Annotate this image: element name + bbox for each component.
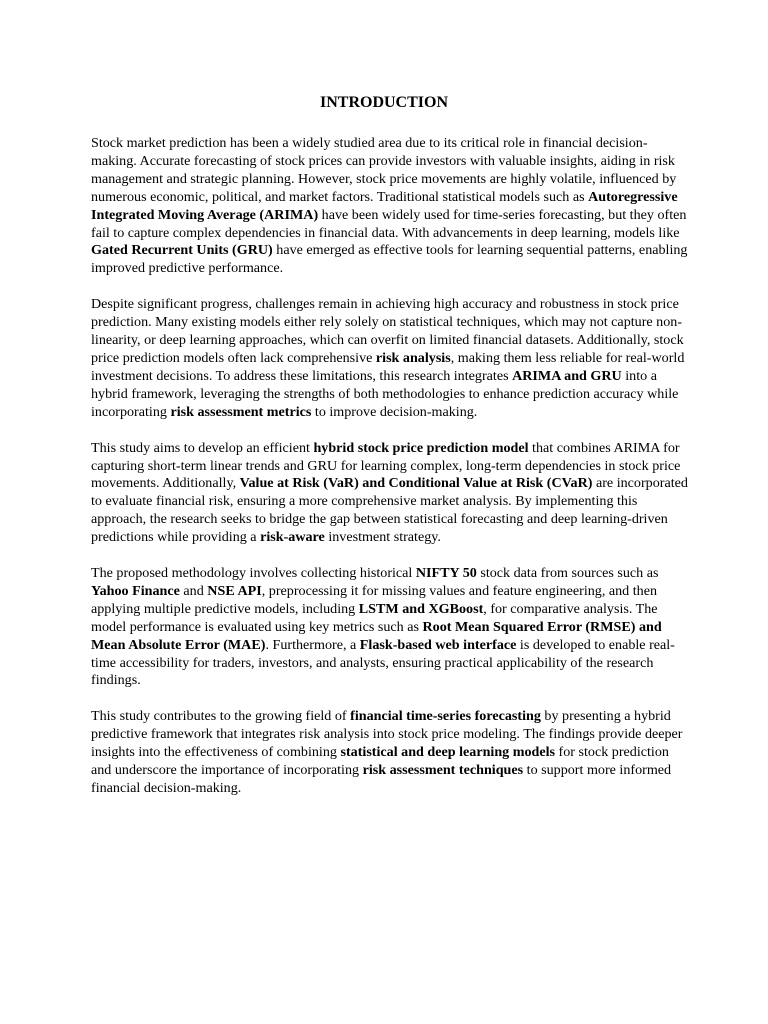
text-run: The proposed methodology involves collecting historical xyxy=(91,565,416,582)
paragraph-2 xyxy=(91,296,691,421)
text-run: are incorporated to evaluate financial risk, ensuring a more comprehensive market analysis. By implementing this approach, the research seeks to bridge the gap between statistical forecasting and deep learning-driven predictions while providing a xyxy=(91,475,688,546)
text-run: investment strategy. xyxy=(324,529,441,546)
text-run: . Furthermore, a xyxy=(265,636,360,653)
bold-term: Root Mean Squared Error (RMSE) and Mean Absolute Error (MAE) xyxy=(91,618,662,653)
text-run: stock data from sources such as xyxy=(476,565,659,582)
bold-term: Yahoo Finance xyxy=(91,582,180,599)
text-run: This study aims to develop an efficient xyxy=(91,439,314,456)
bold-term: financial time-series forecasting xyxy=(350,708,541,725)
text-run: This study contributes to the growing field of xyxy=(91,708,351,725)
text-run: Despite significant progress, challenges remain in achieving high accuracy and robustness in stock price prediction. Many existing models either rely solely on statistical techniques, which may not capture non-linearity, or deep learning approaches, which can overfit on limited financial datasets. Additionally, stock price prediction models often lack comprehensive xyxy=(91,296,684,366)
bold-term: Gated Recurrent Units (GRU) xyxy=(91,242,273,259)
bold-term: risk assessment techniques xyxy=(362,762,524,779)
paragraph-5 xyxy=(91,708,691,798)
bold-term: hybrid stock price prediction model xyxy=(313,439,529,456)
bold-term: LSTM and XGBoost xyxy=(358,600,484,617)
bold-term: ARIMA and GRU xyxy=(512,367,622,384)
text-run: have emerged as effective tools for learning sequential patterns, enabling improved predictive performance. xyxy=(91,242,688,277)
text-run: have been widely used for time-series forecasting, but they often fail to capture complex dependencies in financial data. With advancements in deep learning, models like xyxy=(91,206,687,241)
text-run: , preprocessing it for missing values and feature engineering, and then applying multiple predictive models, including xyxy=(91,582,658,617)
text-run: , making them less reliable for real-world investment decisions. To address these limitations, this research integrates xyxy=(91,349,685,384)
text-run: that combines ARIMA for capturing short-term linear trends and GRU for learning complex, long-term dependencies in stock price movements. Additionally, xyxy=(91,439,681,492)
bold-term: Flask-based web interface xyxy=(359,636,517,653)
bold-term: risk assessment metrics xyxy=(170,403,312,420)
text-run: by presenting a hybrid predictive framework that integrates risk analysis into stock price modeling. The findings provide deeper insights into the effectiveness of combining xyxy=(91,708,683,761)
bold-term: NIFTY 50 xyxy=(415,565,477,582)
paragraph-3 xyxy=(91,440,691,547)
paragraph-4 xyxy=(91,565,691,690)
text-run: and xyxy=(179,582,208,599)
bold-term: risk analysis xyxy=(375,349,451,366)
bold-term: Autoregressive Integrated Moving Average (ARIMA) xyxy=(91,188,678,223)
bold-term: risk-aware xyxy=(260,529,325,546)
text-run: is developed to enable real-time accessibility for traders, investors, and analysts, ensuring practical applicability of the research findings. xyxy=(91,636,675,689)
text-run: to support more informed financial decision-making. xyxy=(91,762,672,796)
text-run: for stock prediction and underscore the importance of incorporating xyxy=(91,744,669,779)
document-title: INTRODUCTION xyxy=(319,94,448,111)
bold-term: NSE API xyxy=(207,582,262,599)
text-run: to improve decision-making. xyxy=(311,403,478,420)
bold-term: Value at Risk (VaR) and Conditional Value at Risk (CVaR) xyxy=(239,475,593,492)
paragraph-1 xyxy=(91,135,691,278)
bold-term: statistical and deep learning models xyxy=(340,744,556,761)
text-run: Stock market prediction has been a widely studied area due to its critical role in financial decision-making. Accurate forecasting of stock prices can provide investors with valuable insights, aiding in risk management and strategic planning. However, stock price movements are highly volatile, influenced by numerous economic, political, and market factors. Traditional statistical models such as xyxy=(91,135,677,205)
text-run: into a hybrid framework, leveraging the strengths of both methodologies to enhance prediction accuracy while incorporating xyxy=(91,367,679,420)
text-run: , for comparative analysis. The model performance is evaluated using key metrics such as xyxy=(91,600,658,635)
document-body xyxy=(91,135,691,816)
